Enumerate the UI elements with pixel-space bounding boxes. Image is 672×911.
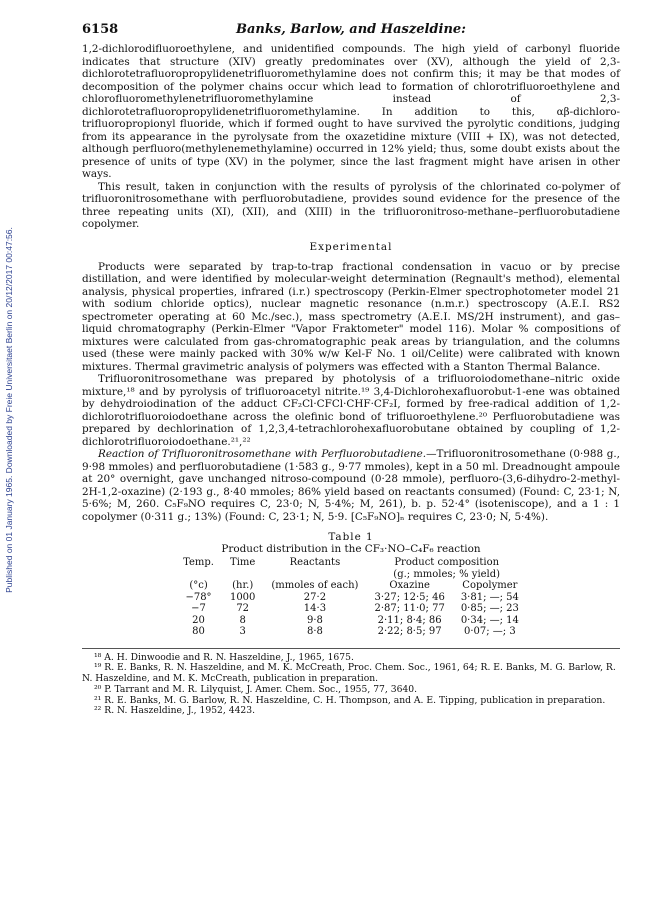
- table-title: Table 1: [328, 531, 374, 543]
- body-paragraph-4: Trifluoronitrosomethane was prepared by photolysis of a trifluoroiodomethane–nitric oxide mixture,¹⁸ and by pyrolysis of trifluoroacetyl nitrite.¹⁹ 3,4-Dichlorohexafluorobut-1-ene was obtained by dehydroiodination of the adduct CF₂Cl·CFCl·CHF·CF₂I, formed by free-radical addition of 1,2-dichlorotrifluoroiodoethane across the olefinic bond of trifluoroethylene.²⁰ Perfluorobutadiene was prepared by dechlorination of 1,2,3,4-tetrachlorohexafluorobutane obtained by coupling of 1,2-dichlorotrifluoroiodoethane.²¹,²²: [82, 373, 620, 448]
- footnotes: [82, 648, 620, 718]
- table-cell: 3·27; 12·5; 46: [374, 591, 445, 603]
- group-subheader: (g.; mmoles; % yield): [393, 568, 501, 580]
- footnote: ²¹ R. E. Banks, M. G. Barlow, R. N. Haszeldine, C. H. Thompson, and A. E. Tipping, publication in preparation.: [94, 694, 606, 706]
- body-paragraph-5: [82, 448, 620, 523]
- table-row: [175, 592, 527, 604]
- page-header: [82, 22, 620, 37]
- table-cell: 1000: [229, 591, 256, 603]
- section-title-experimental: Experimental: [309, 240, 393, 253]
- column-header: Temp.: [183, 557, 214, 568]
- table-caption: Product distribution in the CF₃·NO–C₄F₆ reaction: [221, 543, 481, 555]
- table-cell: 2·11; 8·4; 86: [377, 614, 442, 626]
- body-paragraph-2: This result, taken in conjunction with the results of pyrolysis of the chlorinated co-polymer of trifluoronitrosomethane with perfluorobutadiene, provides sound evidence for the presence of the three repeating units (XI), (XII), and (XIII) in the trifluoronitroso-methane–perfluorobutadiene copolymer.: [82, 180, 620, 230]
- column-header: Time: [230, 557, 256, 568]
- product-distribution-table: [175, 557, 527, 638]
- footnote: ¹⁸ A. H. Dinwoodie and R. N. Haszeldine, J., 1965, 1675.: [94, 651, 354, 663]
- table-cell: 0·85; —; 23: [460, 603, 519, 614]
- table-cell: 14·3: [303, 603, 327, 614]
- column-unit: (mmoles of each): [271, 580, 359, 591]
- table-cell: 3: [239, 626, 246, 637]
- running-title: Banks, Barlow, and Haszeldine:: [236, 22, 466, 37]
- column-header: Reactants: [289, 557, 341, 568]
- table-cell: 2·87; 11·0; 77: [374, 603, 445, 614]
- footnote: ²⁰ P. Tarrant and M. R. Lilyquist, J. Amer. Chem. Soc., 1955, 77, 3640.: [94, 683, 418, 695]
- table-cell: 72: [236, 603, 250, 614]
- column-unit: (hr.): [232, 580, 254, 591]
- column-unit: Oxazine: [389, 580, 430, 591]
- reaction-text: —Trifluoronitrosomethane (0·988 g., 9·98 mmoles) and perfluorobutadiene (1·583 g., 9·77 mmoles), kept in a 50 ml. Dreadnought ampoule at 20° overnight, gave unchanged nitroso-compound (0·28 mmole), perfluoro-(3,6-dihydro-2-methyl-2H-1,2-oxazine) (2·193 g., 8·40 mmoles; 86% yield based on reactants consumed) (Found: C, 23·1; N, 5·6%; M, 260. C₅F₉NO requires C, 23·0; N, 5·4%; M, 261), b. p. 52·4° (isoteniscope), and a 1 : 1 copolymer (0·311 g.; 13%) (Found: C, 23·1; N, 5·9. [C₅F₉NO]ₙ requires C, 23·0; N, 5·4%).: [82, 448, 620, 523]
- table-row: [175, 615, 527, 627]
- table-cell: 8·8: [306, 626, 323, 637]
- column-unit: (°c): [189, 580, 208, 591]
- table-cell: 80: [192, 626, 205, 637]
- reaction-heading: Reaction of Trifluoronitrosomethane with Perfluorobutadiene.: [98, 448, 427, 460]
- publication-side-note: [2, 110, 16, 710]
- table-cell: 27·2: [303, 591, 327, 603]
- body-paragraph-1: 1,2-dichlorodifluoroethylene, and unidentified compounds. The high yield of carbonyl fluoride indicates that structure (XIV) greatly predominates over (XV), although the yield of 2,3-dichlorotetrafluoropropylidenetrifluoromethylamine does not confirm this; it may be that modes of decomposition of the polymer chains occur which lead to formation of chlorotrifluoroethylene and chlorofluoromethylenetrifluoromethylamine instead of 2,3-dichlorotetrafluoropropylidenetrifluoromethylamine. In addition to this, αβ-dichloro-trifluoropropionyl fluoride, which if formed ought to have survived the pyrolytic conditions, judging from its appearance in the pyrolysate from the oxazetidine mixture (VIII + IX), was not detected, although perfluoro(methylenemethylamine) occurred in 12% yield; thus, some doubt exists about the presence of units of type (XV) in the polymer, since the last fragment might have arisen in other ways.: [82, 43, 620, 180]
- table-row: [175, 603, 527, 615]
- table-cell: −78°: [185, 591, 212, 603]
- page-number: 6158: [82, 22, 119, 37]
- table-row: [175, 626, 527, 638]
- group-header: Product composition: [394, 557, 500, 568]
- footnote: ²² R. N. Haszeldine, J., 1952, 4423.: [94, 705, 256, 717]
- table-cell: 8: [239, 614, 246, 626]
- footnote: ¹⁹ R. E. Banks, R. N. Haszeldine, and M. K. McCreath, Proc. Chem. Soc., 1961, 64; R. E. Banks, M. G. Barlow, R. N. Haszeldine, and M. K. McCreath, publication in preparation.: [82, 662, 616, 685]
- table-cell: 3·81; —; 54: [460, 591, 519, 603]
- side-note-text: Published on 01 January 1965. Downloaded by Freie Universitaet Berlin on 20/12/2017 00:47:56.: [4, 227, 14, 593]
- table-cell: 0·34; —; 14: [460, 614, 519, 626]
- column-unit: Copolymer: [462, 580, 518, 591]
- journal-page: [82, 22, 620, 717]
- table-cell: −7: [191, 603, 206, 614]
- table-cell: 9·8: [306, 614, 323, 626]
- table-cell: 2·22; 8·5; 97: [377, 626, 442, 637]
- body-paragraph-3: Products were separated by trap-to-trap fractional condensation in vacuo or by precise distillation, and were identified by molecular-weight determination (Regnault's method), elemental analysis, physical properties, infrared (i.r.) spectroscopy (Perkin-Elmer spectrophotometer model 21 with sodium chloride optics), nuclear magnetic resonance (n.m.r.) spectroscopy (A.E.I. RS2 spectrometer operating at 60 Mc./sec.), mass spectrometry (A.E.I. MS/2H instrument), and gas–liquid chromatography (Perkin-Elmer "Vapor Fraktometer" model 116). Molar % compositions of mixtures were calculated from gas-chromatographic peak areas by triangulation, and the columns used (these were mainly packed with 30% w/w Kel-F No. 1 oil/Celite) were calibrated with known mixtures. Thermal gravimetric analysis of polymers was effected with a Stanton Thermal Balance.: [82, 260, 620, 373]
- table-cell: 20: [192, 614, 205, 626]
- table-cell: 0·07; —; 3: [463, 626, 516, 637]
